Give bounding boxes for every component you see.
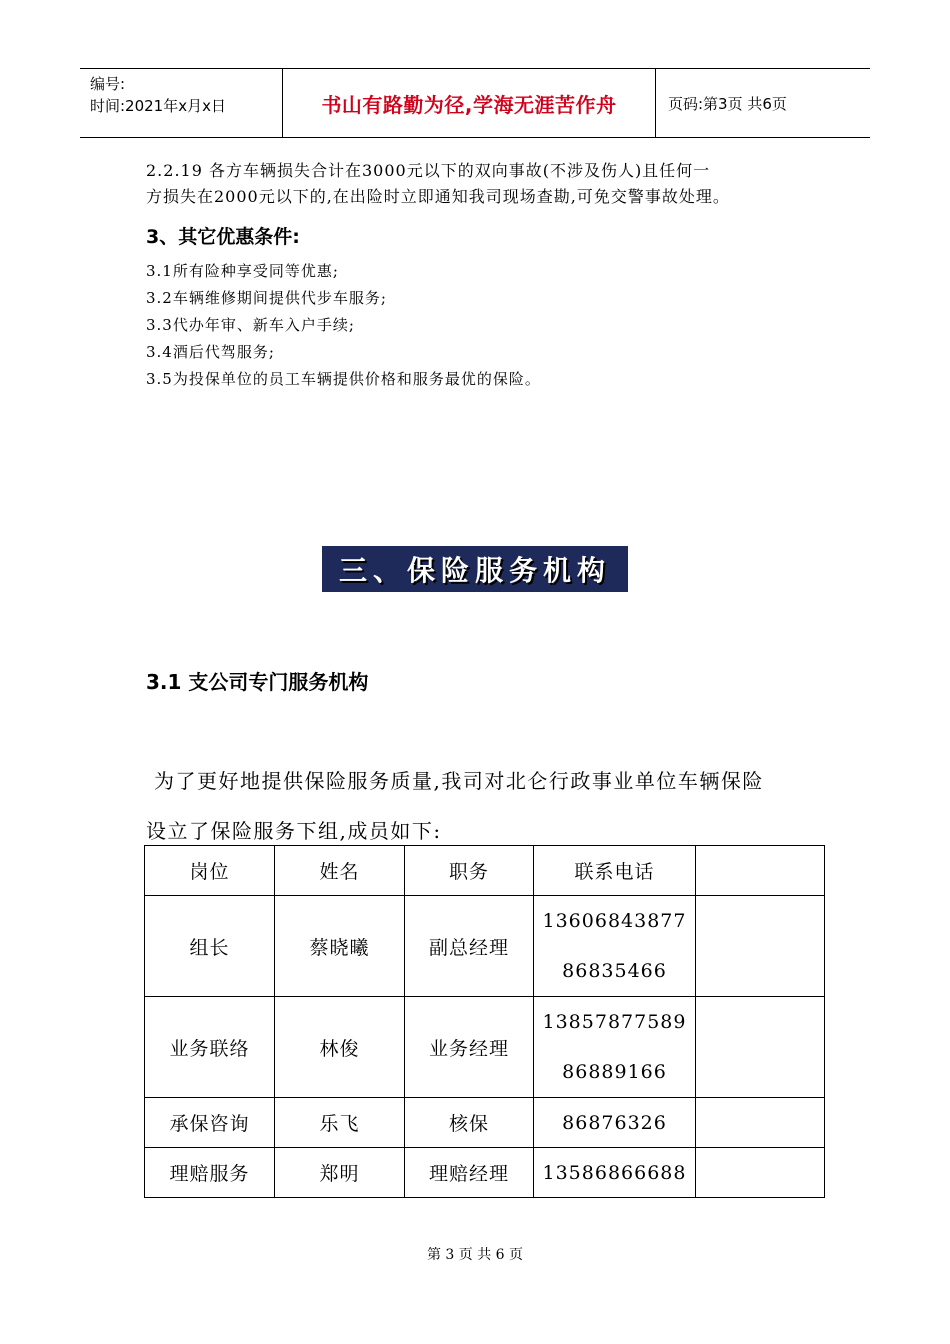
intro-line1: 为了更好地提供保险服务质量,我司对北仑行政事业单位车辆保险 (154, 769, 764, 793)
list-item: 3.5为投保单位的员工车辆提供价格和服务最优的保险。 (146, 370, 541, 388)
header-extra (696, 846, 825, 896)
header-meta (80, 69, 282, 137)
cell-extra (696, 997, 825, 1098)
cell-name: 林俊 (275, 997, 405, 1098)
cell-post: 业务联络 (145, 997, 275, 1098)
cell-name: 郑明 (275, 1148, 405, 1198)
phone-landline: 86889166 (562, 1061, 667, 1083)
list-item: 3.2车辆维修期间提供代步车服务; (146, 289, 387, 307)
table-header-row (145, 846, 825, 896)
list-item: 3.1所有险种享受同等优惠; (146, 262, 339, 280)
document-time-label: 时间:2021年x月x日 (90, 97, 226, 115)
cell-phone (534, 896, 696, 997)
cell-extra (696, 896, 825, 997)
header-title: 职务 (405, 846, 534, 896)
page-footer: 第 3 页 共 6 页 (426, 1247, 524, 1263)
header-post: 岗位 (145, 846, 275, 896)
cell-phone (534, 997, 696, 1098)
table-row (145, 997, 825, 1098)
header-motto: 书山有路勤为径,学海无涯苦作舟 (282, 69, 656, 137)
list-item: 3.4酒后代驾服务; (146, 343, 275, 361)
cell-name: 乐飞 (275, 1098, 405, 1148)
table-row (145, 896, 825, 997)
phone-mobile: 13857877589 (542, 1011, 687, 1033)
cell-extra (696, 1148, 825, 1198)
header-phone: 联系电话 (534, 846, 696, 896)
cell-phone: 86876326 (534, 1098, 696, 1148)
subsection-title: 3.1 支公司专门服务机构 (146, 670, 369, 694)
header-page-info: 页码:第3页 共6页 (668, 94, 787, 113)
clause-2-2-19-line1: 2.2.19 各方车辆损失合计在3000元以下的双向事故(不涉及伤人)且任何一 (146, 161, 711, 180)
cell-title: 业务经理 (405, 997, 534, 1098)
section-heading-other-benefits: 3、其它优惠条件: (146, 226, 300, 248)
cell-name: 蔡晓曦 (275, 896, 405, 997)
document-number-label: 编号: (90, 75, 126, 93)
cell-extra (696, 1098, 825, 1148)
header-name: 姓名 (275, 846, 405, 896)
list-item: 3.3代办年审、新车入户手续; (146, 316, 355, 334)
cell-post: 组长 (145, 896, 275, 997)
phone-mobile: 13606843877 (542, 910, 687, 932)
clause-2-2-19-line2: 方损失在2000元以下的,在出险时立即通知我司现场查勘,可免交警事故处理。 (146, 187, 730, 206)
table-row (145, 1098, 825, 1148)
table-row (145, 1148, 825, 1198)
benefits-list (146, 258, 541, 393)
cell-post: 理赔服务 (145, 1148, 275, 1198)
page-header (80, 68, 870, 138)
cell-title: 核保 (405, 1098, 534, 1148)
cell-phone: 13586866688 (534, 1148, 696, 1198)
staff-table (144, 845, 825, 1198)
cell-title: 理赔经理 (405, 1148, 534, 1198)
chapter-banner: 三、保险服务机构 (322, 546, 628, 592)
intro-line2: 设立了保险服务下组,成员如下: (146, 819, 442, 843)
cell-post: 承保咨询 (145, 1098, 275, 1148)
cell-title: 副总经理 (405, 896, 534, 997)
intro-paragraph (146, 756, 826, 856)
phone-landline: 86835466 (562, 960, 667, 982)
